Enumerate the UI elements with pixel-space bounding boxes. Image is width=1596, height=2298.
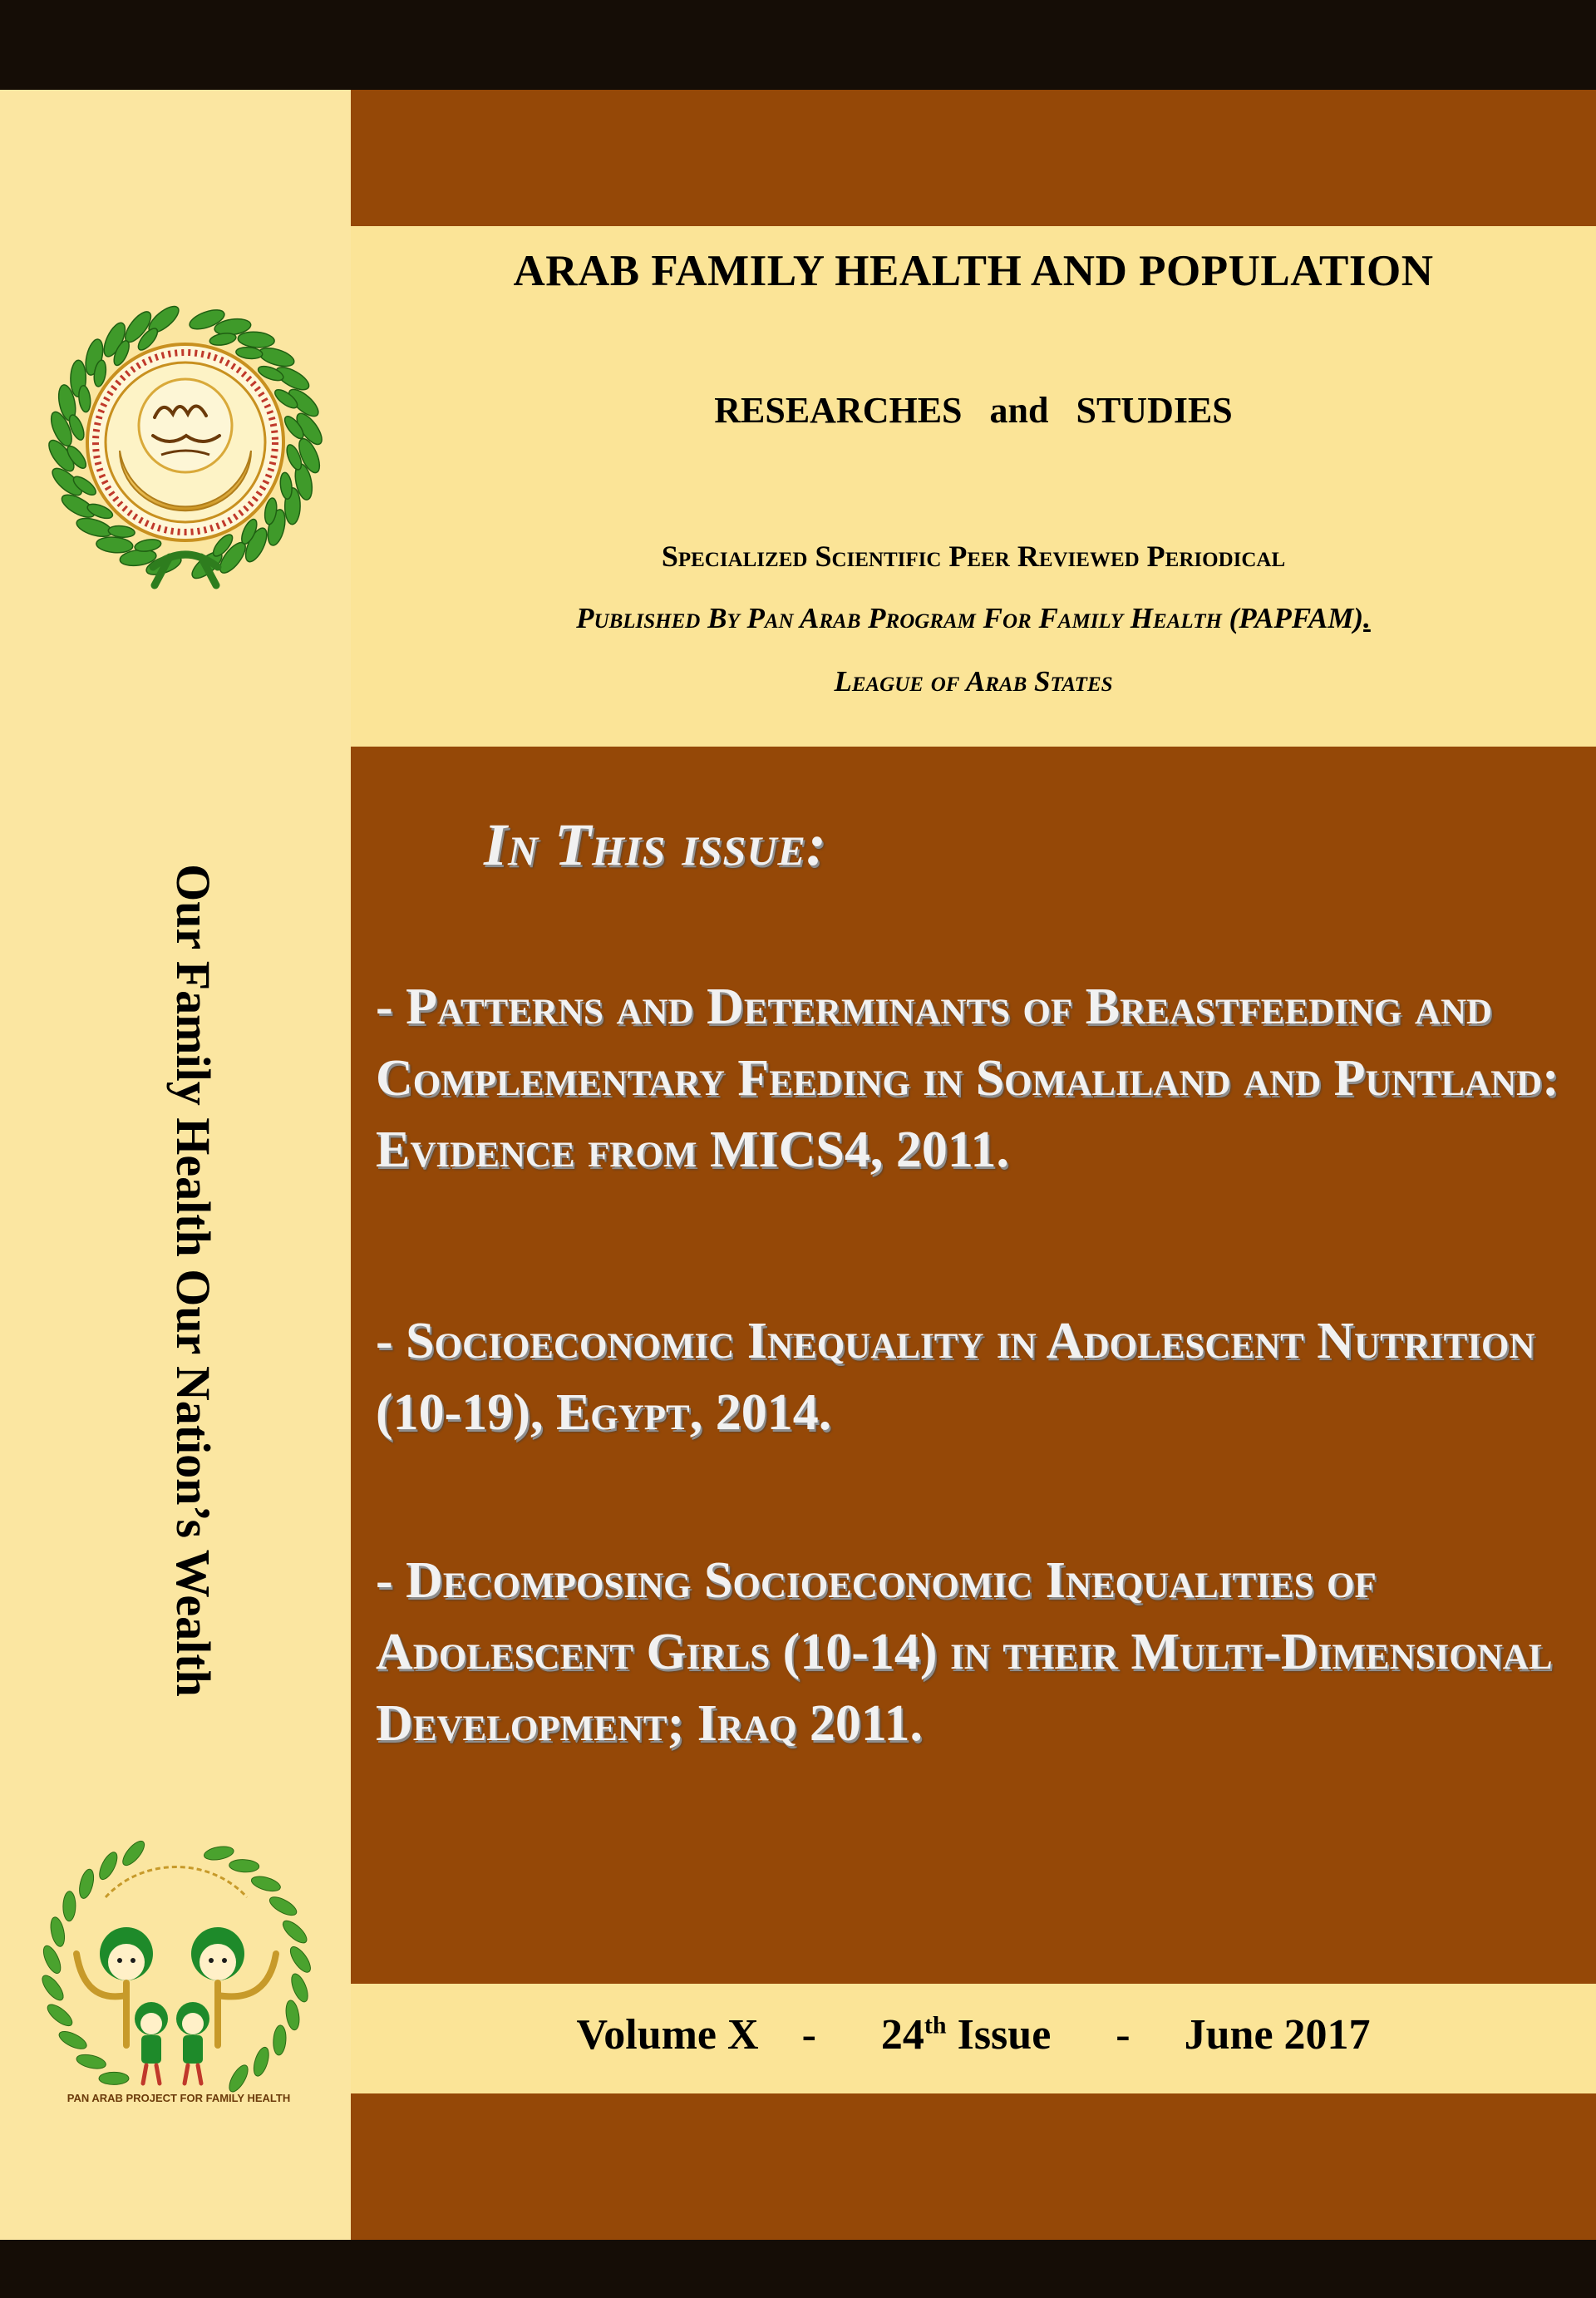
- article-title: - Patterns and Determinants of Breastfeeding and Complementary Feeding in Somaliland and Puntland: Evidence from MICS4, 2011.: [376, 979, 1559, 1178]
- wreath-leaf: [76, 1868, 96, 1901]
- journal-title: ARAB FAMILY HEALTH AND POPULATION: [513, 247, 1434, 295]
- journal-subtitle: RESEARCHES and STUDIES: [714, 390, 1233, 431]
- wreath-leaf: [288, 1971, 311, 2004]
- wreath-leaf: [40, 1943, 64, 1975]
- wreath-leaf: [251, 2045, 272, 2078]
- wreath-leaf: [226, 2063, 252, 2095]
- wreath-leaf: [96, 535, 133, 554]
- league-name: League of Arab States: [834, 665, 1113, 698]
- wreath-leaf: [209, 332, 237, 348]
- wreath-leaf: [287, 1944, 314, 1975]
- article-title: - Decomposing Socioeconomic Inequalities of Adolescent Girls (10-14) in their Multi-Dimensional Development; Iraq 2011.: [376, 1552, 1553, 1752]
- wreath-leaf: [44, 2001, 75, 2029]
- top-brown-band: [351, 90, 1596, 226]
- wreath-leaf: [39, 1972, 67, 2004]
- wreath-leaf: [267, 1893, 299, 1919]
- article-title: - Socioeconomic Inequality in Adolescent Nutrition (10-19), Egypt, 2014.: [376, 1313, 1535, 1441]
- wreath-leaf: [279, 1917, 310, 1946]
- wreath-leaf: [48, 1916, 66, 1947]
- wreath-leaf: [203, 1844, 234, 1862]
- wreath-leaf: [108, 525, 135, 538]
- wreath-leaf: [284, 2000, 301, 2031]
- periodical-description: Specialized Scientific Peer Reviewed Periodical: [661, 540, 1286, 573]
- wreath-leaf: [238, 331, 275, 349]
- wreath-leaf: [96, 1850, 121, 1882]
- publisher-suffix: .: [1363, 602, 1371, 634]
- wreath-leaf: [75, 2052, 106, 2071]
- volume-number: Volume X - 24: [576, 2011, 924, 2059]
- ordinal-suffix: th: [924, 2011, 947, 2039]
- wreath-leaf: [229, 1859, 259, 1873]
- wreath-leaf: [119, 1837, 148, 1868]
- league-emblem-icon: [28, 293, 342, 607]
- wreath-leaf: [63, 1891, 76, 1921]
- wreath-leaf: [273, 2024, 287, 2055]
- publisher-text: Published By Pan Arab Program For Family Health (PAPFAM): [576, 602, 1364, 634]
- wreath-leaf: [77, 385, 91, 412]
- publisher-line: [351, 602, 1596, 635]
- in-this-issue-heading: In This issue:: [484, 811, 827, 878]
- wreath-leaf: [279, 472, 293, 500]
- wreath-leaf: [99, 2072, 129, 2084]
- wreath-leaf: [235, 346, 263, 359]
- spine-motto: Our Family Health Our Nation’s Wealth: [166, 864, 220, 1697]
- wreath-leaf: [134, 538, 162, 554]
- bottom-brown-band: [351, 2093, 1596, 2240]
- papfam-logo-icon: [27, 1829, 326, 2120]
- volume-line: [351, 2010, 1596, 2059]
- wreath-leaf: [250, 1874, 283, 1894]
- issue-date: Issue - June 2017: [946, 2011, 1371, 2059]
- papfam-caption: PAN ARAB PROJECT FOR FAMILY HEALTH: [66, 2092, 291, 2104]
- wreath-leaf: [57, 2028, 89, 2052]
